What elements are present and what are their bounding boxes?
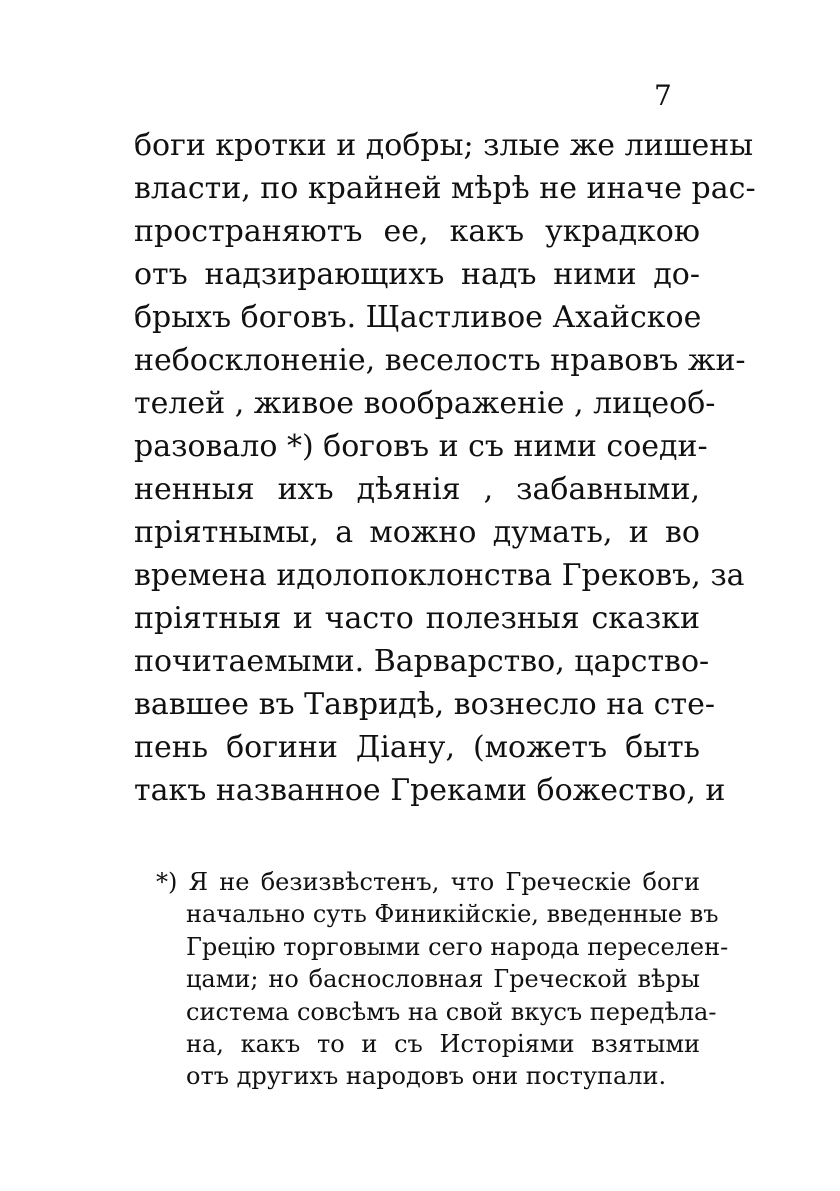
body-line: почитаемыми. Варварство, царство-: [134, 644, 710, 679]
footnote-line: цами; но баснословная Греческой вѣры: [186, 965, 700, 994]
body-line: пріятнымы, а можно думать, и во: [134, 515, 700, 550]
body-line: телей , живое воображеніе , лицеоб-: [134, 386, 716, 421]
page-number: 7: [654, 79, 672, 112]
body-line: разовало *) боговъ и съ ними соеди-: [134, 429, 708, 464]
body-line: такъ названное Греками божество, и: [134, 773, 726, 808]
body-line: небосклоненіе, веселость нравовъ жи-: [134, 343, 746, 378]
main-text: [134, 124, 756, 812]
footnote-line: отъ другихъ народовъ они поступали.: [186, 1062, 667, 1091]
body-line: отъ надзирающихъ надъ ними до-: [134, 257, 700, 292]
footnote-line: *) Я не безизвѣстенъ, что Греческіе боги: [156, 868, 700, 896]
body-line: пень богини Діану, (можетъ быть: [134, 730, 700, 765]
footnote-line: на, какъ то и съ Исторіями взятыми: [186, 1029, 700, 1058]
body-line: боги кротки и добры; злые же лишены: [134, 128, 754, 163]
footnote-line: Грецію торговыми сего народа переселен-: [186, 932, 729, 961]
body-line: времена идолопоклонства Грековъ, за: [134, 558, 745, 593]
body-line: пространяютъ ее, какъ украдкою: [134, 214, 700, 249]
body-line: власти, по крайней мѣрѣ не иначе рас-: [134, 171, 756, 206]
body-line: ненныя ихъ дѣянія , забавными,: [134, 472, 700, 507]
body-line: брыхъ боговъ. Щастливое Ахайское: [134, 300, 702, 335]
footnote-line: начально суть Финикійскіе, введенные въ: [186, 900, 719, 929]
body-line: пріятныя и часто полезныя сказки: [134, 601, 700, 636]
body-line: вавшее въ Тавридѣ, вознесло на сте-: [134, 687, 715, 722]
footnote: [156, 866, 729, 1093]
footnote-line: система совсѣмъ на свой вкусъ передѣла-: [186, 997, 717, 1026]
